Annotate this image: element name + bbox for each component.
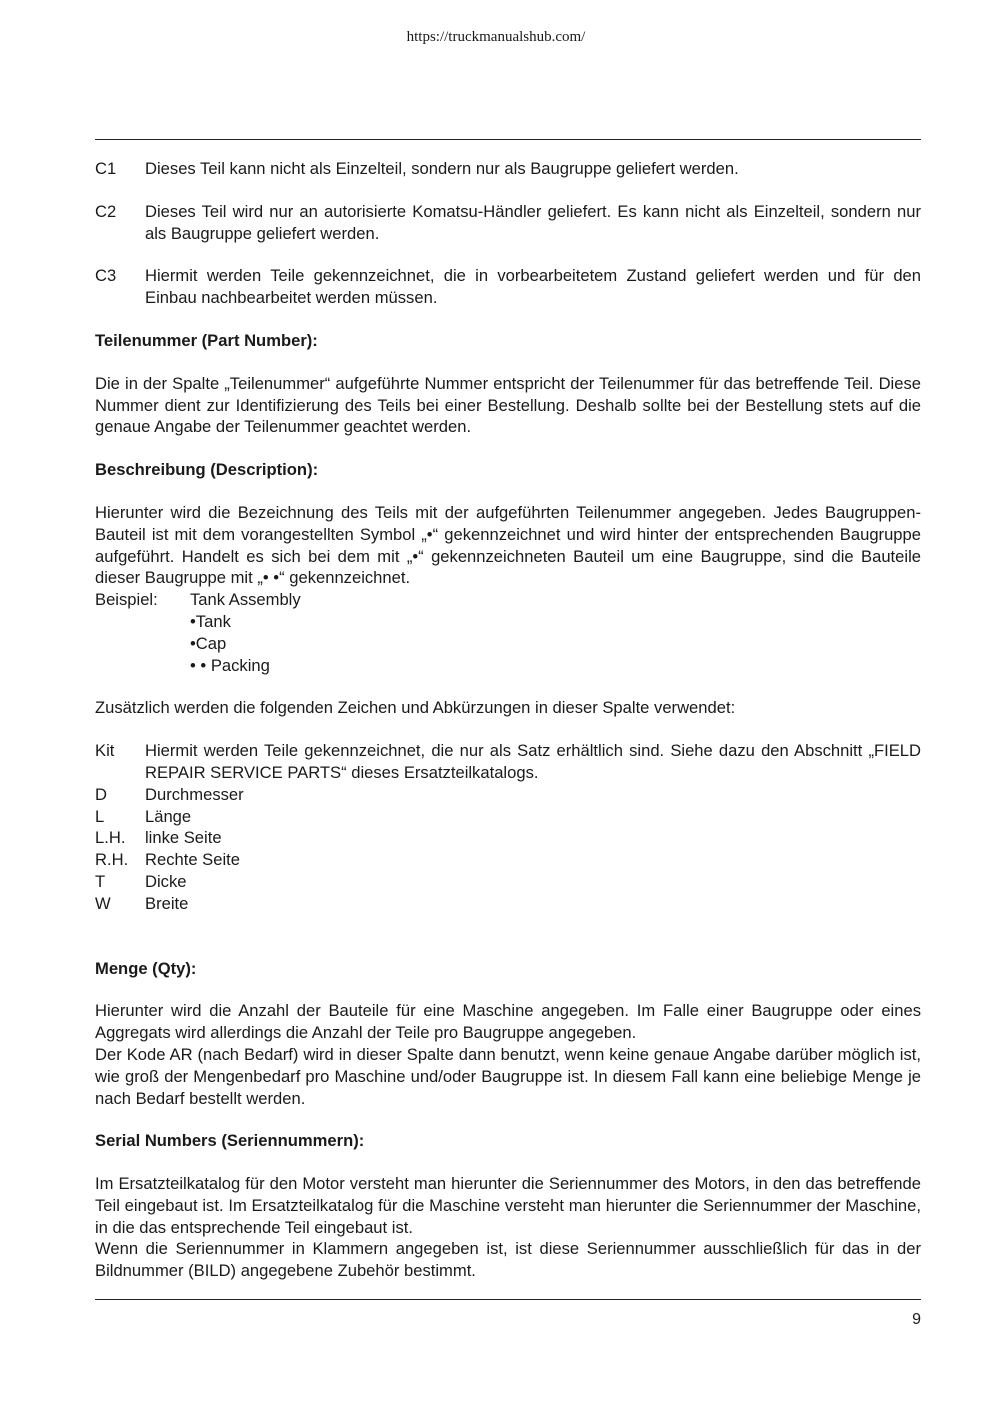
page-content [95,158,921,1282]
abbreviation-item [95,784,921,806]
example-line: •Tank [190,611,231,631]
abbreviation-text: linke Seite [145,828,222,848]
example-line: • • Packing [190,655,270,675]
top-divider [95,139,921,140]
page-number: 9 [912,1311,921,1328]
c-code-label: C1 [95,159,117,178]
abbreviation-text: Breite [145,893,189,913]
abbreviations-intro: Zusätzlich werden die folgenden Zeichen und Abkürzungen in dieser Spalte verwendet: [95,698,736,718]
example-line: •Cap [190,633,227,653]
c-code-item [95,158,921,180]
serial-heading: Serial Numbers (Seriennummern): [95,1131,365,1151]
abbreviation-item [95,871,921,893]
abbreviation-item [95,827,921,849]
c-code-text: Dieses Teil wird nur an autorisierte Komatsu-Händler geliefert. Es kann nicht als Einzelteil, sondern nur als Baugruppe geliefert werden. [145,201,921,243]
quantity-body: Hierunter wird die Anzahl der Bauteile für eine Maschine angegeben. Im Falle einer Baugruppe oder eines Aggregats wird allerdings die Anzahl der Teile pro Baugruppe angegeben. [95,1001,921,1043]
c-code-item [95,265,921,309]
serial-body: Im Ersatzteilkatalog für den Motor versteht man hierunter die Seriennummer des Motors, in den das betreffende Teil eingebaut ist. Im Ersatzteilkatalog für die Maschine versteht man hierunter die Seriennummer der Maschine, in die das entsprechende Teil eingebaut ist. [95,1174,921,1237]
abbreviation-code: Kit [95,741,115,761]
bottom-divider [95,1299,921,1300]
description-heading: Beschreibung (Description): [95,460,319,480]
c-code-label: C3 [95,266,117,286]
c-code-label: C2 [95,201,117,221]
example-line: Tank Assembly [190,590,301,610]
abbreviation-text: Länge [145,806,192,826]
part-number-heading: Teilenummer (Part Number): [95,330,318,350]
abbreviation-item [95,806,921,828]
abbreviation-list [95,740,921,914]
example-label: Beispiel: [95,590,158,610]
abbreviation-text: Rechte Seite [145,850,241,870]
abbreviation-item [95,740,921,784]
header-url: https://truckmanualshub.com/ [406,29,586,45]
abbreviation-code: R.H. [95,850,129,870]
part-number-body: Die in der Spalte „Teilenummer“ aufgeführte Nummer entspricht der Teilenummer für das betreffende Teil. Diese Nummer dient zur Identifizierung des Teils bei einer Bestellung. Deshalb sollte bei der Bestellung stets auf die genaue Angabe der Teilenummer geachtet werden. [95,373,921,437]
abbreviation-code: L [95,806,105,826]
description-body: Hierunter wird die Bezeichnung des Teils mit der aufgeführten Teilenummer angegeben. Jedes Baugruppen-Bauteil ist mit dem vorangestellten Symbol „•“ gekennzeichnet und wird hinter der entsprechenden Baugruppe aufgeführt. Handelt es sich bei dem mit „•“ gekennzeichneten Bauteil um eine Baugruppe, sind die Bauteile dieser Baugruppe mit „• •“ gekennzeichnet. [95,502,921,588]
c-code-item [95,201,921,245]
abbreviation-code: L.H. [95,828,126,848]
abbreviation-text: Dicke [145,871,187,891]
abbreviation-item [95,849,921,871]
serial-body: Wenn die Seriennummer in Klammern angegeben ist, ist diese Seriennummer ausschließlich für das in der Bildnummer (BILD) angegebene Zubehör bestimmt. [95,1239,921,1281]
abbreviation-code: W [95,893,111,913]
abbreviation-code: T [95,871,106,891]
abbreviation-text: Durchmesser [145,784,244,804]
c-code-text: Dieses Teil kann nicht als Einzelteil, sondern nur als Baugruppe geliefert werden. [145,159,739,178]
quantity-heading: Menge (Qty): [95,958,197,978]
example-block [95,589,921,611]
abbreviation-text: Hiermit werden Teile gekennzeichnet, die nur als Satz erhältlich sind. Siehe dazu den Abschnitt „FIELD REPAIR SERVICE PARTS“ dieses Ersatzteilkatalogs. [145,741,921,782]
abbreviation-code: D [95,784,107,804]
quantity-body: Der Kode AR (nach Bedarf) wird in dieser Spalte dann benutzt, wenn keine genaue Angabe darüber möglich ist, wie groß der Mengenbedarf pro Maschine und/oder Baugruppe ist. In diesem Fall kann eine beliebige Menge je nach Bedarf bestellt werden. [95,1044,921,1108]
c-code-text: Hiermit werden Teile gekennzeichnet, die in vorbearbeitetem Zustand geliefert werden und für den Einbau nachbearbeitet werden müssen. [145,266,921,308]
abbreviation-item [95,893,921,915]
